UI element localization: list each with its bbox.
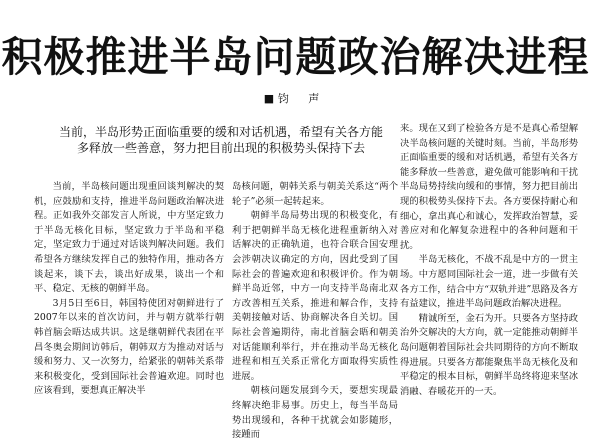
- body-paragraph: 朝鲜半岛局势出现的积极变化，有利于把朝鲜半岛无核化进程重新纳入对话解决的正确轨道，也符合联合国安理会涉朝决议确定的方向，因此受到了国际社会的普遍欢迎和积极评价。作为朝鲜半岛近邻，中方一向支持半岛南北双方改善相互关系，推进和解合作，支持美朝接触对话、协商解决各自关切。国际社会普遍期待，南北首脑会晤和朝美对话能顺利举行，并在推动半岛无核化进程和相互关系正常化方面取得实质性进展。: [232, 210, 398, 382]
- byline-square-marker: ■: [263, 92, 275, 105]
- article-title: 积极推进半岛问题政治解决进程: [1, 33, 590, 81]
- body-paragraph: 精诚所至，金石为开。只要各方坚持政治外交解决的大方向，就一定能推动朝鲜半岛问题朝着国际社会共同期待的方向不断取得进展。只要各方都能聚焦半岛无核化及和平稳定的根本目标，朝鲜半岛终将迎来坚冰消融、春暖花开的一天。: [400, 312, 578, 397]
- body-paragraph: 半岛无核化，不战不乱是中方的一贯主场。中方愿同国际社会一道，进一步做有关各方工作，结合中方“双轨并进”思路及各方有益建议，推进半岛问题政治解决进程。: [400, 254, 578, 310]
- body-column-3: [400, 122, 578, 414]
- lead-paragraph: 当前，半岛形势正面临重要的缓和对话机遇，希望有关各方能多释放一些善意，努力把目前出现的积极势头保持下去: [58, 125, 383, 155]
- body-paragraph: 来。现在又到了检验各方是不是真心希望解决半岛核问题的关键时刻。当前，半岛形势正面临重要的缓和对话机遇，希望有关各方能多释放一些善意，避免做可能影响和干扰半岛局势持续向缓和的事情，努力把目前出现的积极势头保持下去。各方要保持耐心和细心，拿出真心和诚心，发挥政治智慧，妥善应对和化解复杂进程中的各种问题和干扰。: [400, 123, 578, 251]
- body-column-2: [232, 180, 398, 441]
- body-paragraph: 岛核问题，朝韩关系与朝美关系这“两个轮子”必须一起转起来。: [232, 181, 398, 207]
- byline: [0, 90, 591, 106]
- author-name: 钧 声: [277, 92, 328, 105]
- body-column-1: [34, 180, 224, 410]
- body-paragraph: 3月5日至6日，韩国特使团对朝鲜进行了2007年以来的首次访问，并与朝方就举行朝韩首脑会晤达成共识。这是继朝鲜代表团在平昌冬奥会期间访韩后，朝韩双方为推动对话与缓和努力、又一次努力，给紧张的朝韩关系带来积极变化，受到国际社会普遍欢迎。同时也应该看到，要想真正解决半: [34, 297, 224, 397]
- body-paragraph: 当前，半岛核问题出现重回谈判解决的契机，应鼓励和支持，推进半岛问题政治解决进程。正如我外交部发言人所说，中方坚定致力于半岛无核化目标，坚定致力于半岛和平稳定，坚定致力于通过对话谈判解决问题。我们希望各方继续发挥自己的独特作用，推动各方谈起来，谈下去，谈出好成果，谈出一个和平、稳定、无核的朝鲜半岛。: [34, 181, 224, 295]
- body-paragraph: 朝核问题发展到今天，要想实现最终解决绝非易事。历史上，每当半岛局势出现缓和，各种干扰就会如影随形，接踵而: [232, 385, 398, 441]
